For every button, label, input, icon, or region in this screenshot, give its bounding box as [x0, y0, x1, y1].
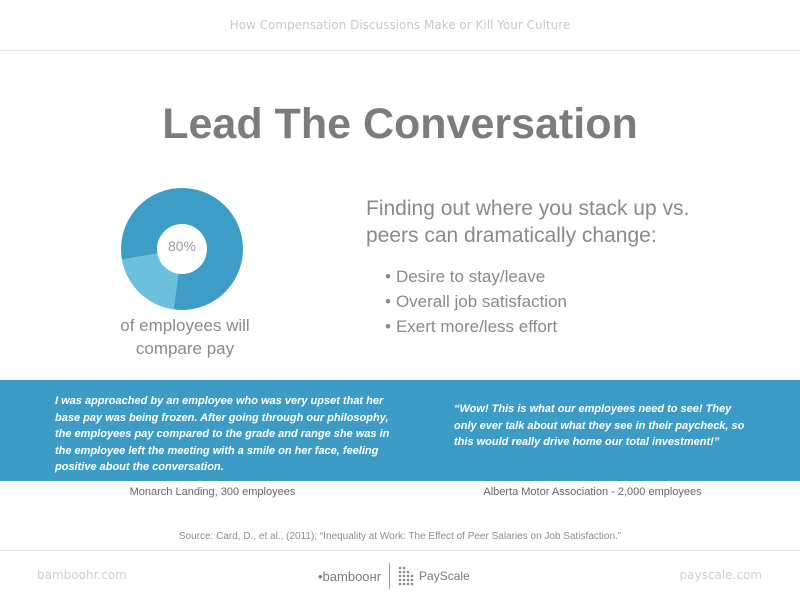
- effects-list: [385, 264, 567, 339]
- list-item: • Exert more/less effort: [385, 314, 567, 339]
- header-divider: [0, 50, 800, 51]
- stat-caption: of employees will compare pay: [120, 316, 250, 358]
- list-item: • Desire to stay/leave: [385, 264, 567, 289]
- slide-title: Lead The Conversation: [162, 100, 638, 148]
- quote-attribution: Monarch Landing, 300 employees: [129, 486, 296, 498]
- list-item: • Overall job satisfaction: [385, 289, 567, 314]
- percent-label: 80%: [167, 238, 197, 254]
- partner-logos: [318, 562, 470, 590]
- payscale-logo: [398, 566, 470, 586]
- payscale-link[interactable]: payscale.com: [679, 568, 762, 582]
- quote-attribution: Alberta Motor Association - 2,000 employees: [483, 486, 702, 498]
- payscale-dots-icon: [398, 566, 414, 586]
- bamboohr-link[interactable]: bamboohr.com: [37, 568, 127, 582]
- finding-heading: Finding out where you stack up vs. peers can dramatically change:: [366, 197, 690, 247]
- logo-divider: [389, 563, 390, 589]
- header-title: How Compensation Discussions Make or Kill Your Culture: [229, 18, 571, 32]
- quote-alberta: “Wow! This is what our employees need to see! They only ever talk about what they see in their paycheck, so this would really drive home our total investment!”: [454, 403, 745, 448]
- quote-monarch: I was approached by an employee who was very upset that her base pay was being frozen. After going through our philosophy, the employees pay compared to the grade and range she was in the employee left the meeting with a smile on her face, feeling positive about the conversation.: [55, 395, 390, 473]
- payscale-logo-text: PayScale: [419, 569, 470, 583]
- footer-divider: [0, 550, 800, 551]
- source-citation: Source: Card, D., et al., (2011); “Inequality at Work: The Effect of Peer Salaries on Job Satisfaction.”: [178, 531, 622, 542]
- bamboohr-logo: •bambooнr: [318, 568, 382, 584]
